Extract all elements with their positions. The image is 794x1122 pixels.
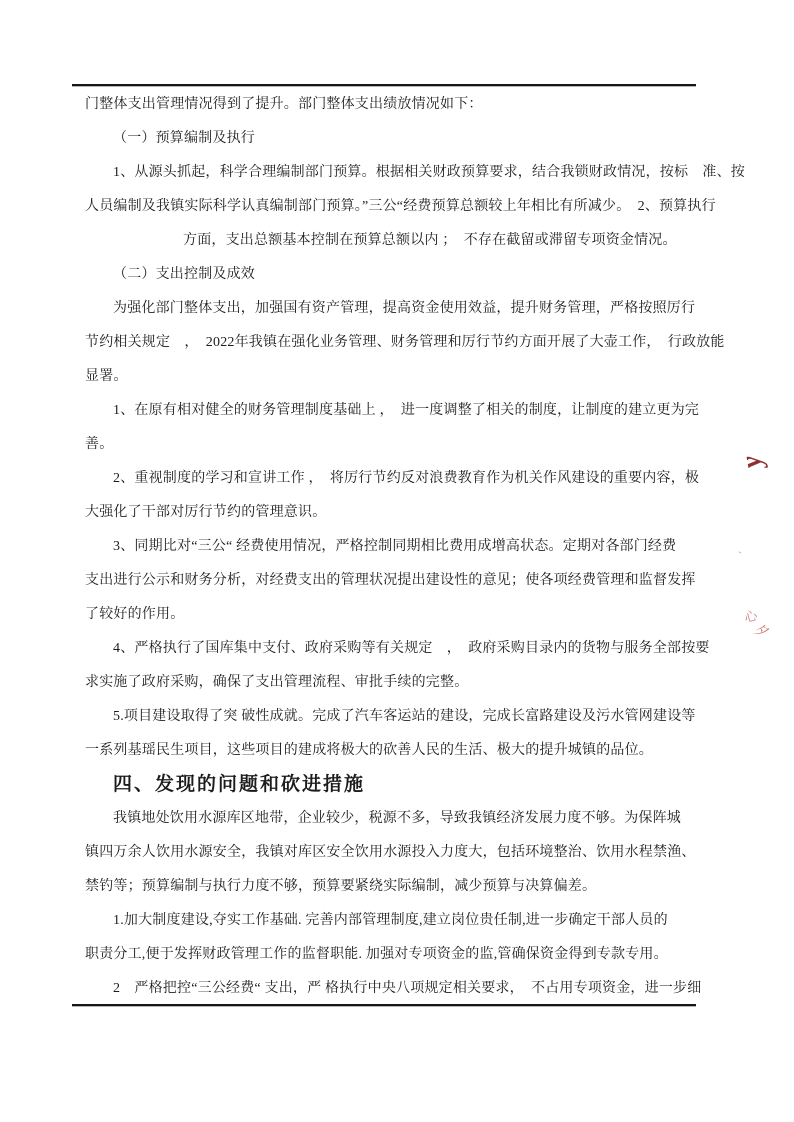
text-line: 禁钓等；预算编制与执行力度不够，预算要紧绕实际编制，减少预算与决算偏差。 [85, 879, 597, 894]
document-body [85, 88, 745, 1006]
text-line: 显署。 [85, 369, 128, 384]
text-line: 2、重视制度的学习和宣讲工作 ， 将厉行节约反对浪费教育作为机关作风建设的重要内容，极 [113, 471, 700, 486]
text-line: （二）支出控制及成效 [113, 267, 255, 282]
text-line: 我镇地处饮用水源库区地带，企业较少，税源不多，导致我镇经济发展力度不够。为保阵城 [113, 811, 681, 826]
text-line: 门整体支出管理情况得到了提升。部门整体支出绩放情况如下： [85, 97, 483, 112]
text-line: 支出进行公示和财务分析，对经费支出的管理状况提出建设性的意见；使各项经费管理和监督发挥 [85, 573, 696, 588]
text-line: 镇四万余人饮用水源安全，我镇对库区安全饮用水源投入力度大，包括环境整治、饮用水程禁渔、 [85, 845, 696, 860]
text-line: 了较好的作用。 [85, 607, 185, 622]
text-line: 1、在原有相对健全的财务管理制度基础上 ， 进一度调整了相关的制度，让制度的建立更为完 [113, 403, 700, 418]
footer-rule [72, 1004, 696, 1006]
text-line: 节约相关规定 ， 2022年我镇在强化业务管理、财务管理和厉行节约方面开展了大壶工作， 行政放能 [85, 335, 725, 350]
text-line: 方面，支出总额基本控制在预算总额以内 ； 不存在截留或滞留专项资金情况。 [183, 233, 677, 248]
handwritten-scribble-icon: 夕 [752, 621, 770, 640]
text-line: 3、同期比对“三公“ 经费使用情况，严格控制同期相比费用成增高状态。定期对各部门经费 [113, 539, 677, 554]
text-line: 大强化了干部对厉行节约的管理意识。 [85, 505, 327, 520]
text-line: 1.加大制度建设,夺实工作基础. 完善内部管理制度,建立岗位贵任制,进一步确定干部人员的 [113, 913, 668, 928]
header-rule [72, 84, 696, 86]
text-line: 职责分工,便于发挥财政管理工作的监督职能. 加强对专项资金的监,管确保资金得到专款专用。 [85, 947, 668, 962]
text-line: 求实施了政府采购，确保了支出管理流程、审批手续的完整。 [85, 675, 469, 690]
handwritten-tick-mark-icon: 、 [735, 542, 748, 556]
text-line: 1、从源头抓起，科学合理编制部门预算。根据相关财政预算要求，结合我锁财政情况，按标 准、按 [113, 165, 745, 180]
section-heading: 四、发现的问题和砍进措施 [113, 774, 366, 795]
text-line: 5.项目建设取得了突 破性成就。完成了汽车客运站的建设，完成长富路建设及污水管网建设等 [113, 709, 696, 724]
text-line: 4、严格执行了国库集中支付、政府采购等有关规定 ， 政府采购目录内的货物与服务全部按要 [113, 641, 710, 656]
text-line: 一系列基瑶民生项目，这些项目的建成将极大的砍善人民的生活、极大的提升城镇的品位。 [85, 743, 653, 758]
text-line: 人员编制及我镇实际科学认真编制部门预算。”三公“经费预算总额较上年相比有所减少。 2、预算执行 [85, 199, 716, 214]
text-line: 善。 [85, 437, 114, 452]
text-line: （一）预算编制及执行 [113, 131, 255, 146]
text-line: 为强化部门整体支出，加强国有资产管理，提高资金使用效益，提升财务管理，严格按照厉行 [113, 301, 696, 316]
handwritten-scribble-icon: 心 [742, 607, 759, 626]
handwritten-check-mark-icon: y [734, 453, 768, 471]
text-line: 2 严格把控“三公经费“ 支出，严 格执行中央八项规定相关要求， 不占用专项资金，进一步细 [113, 981, 702, 996]
